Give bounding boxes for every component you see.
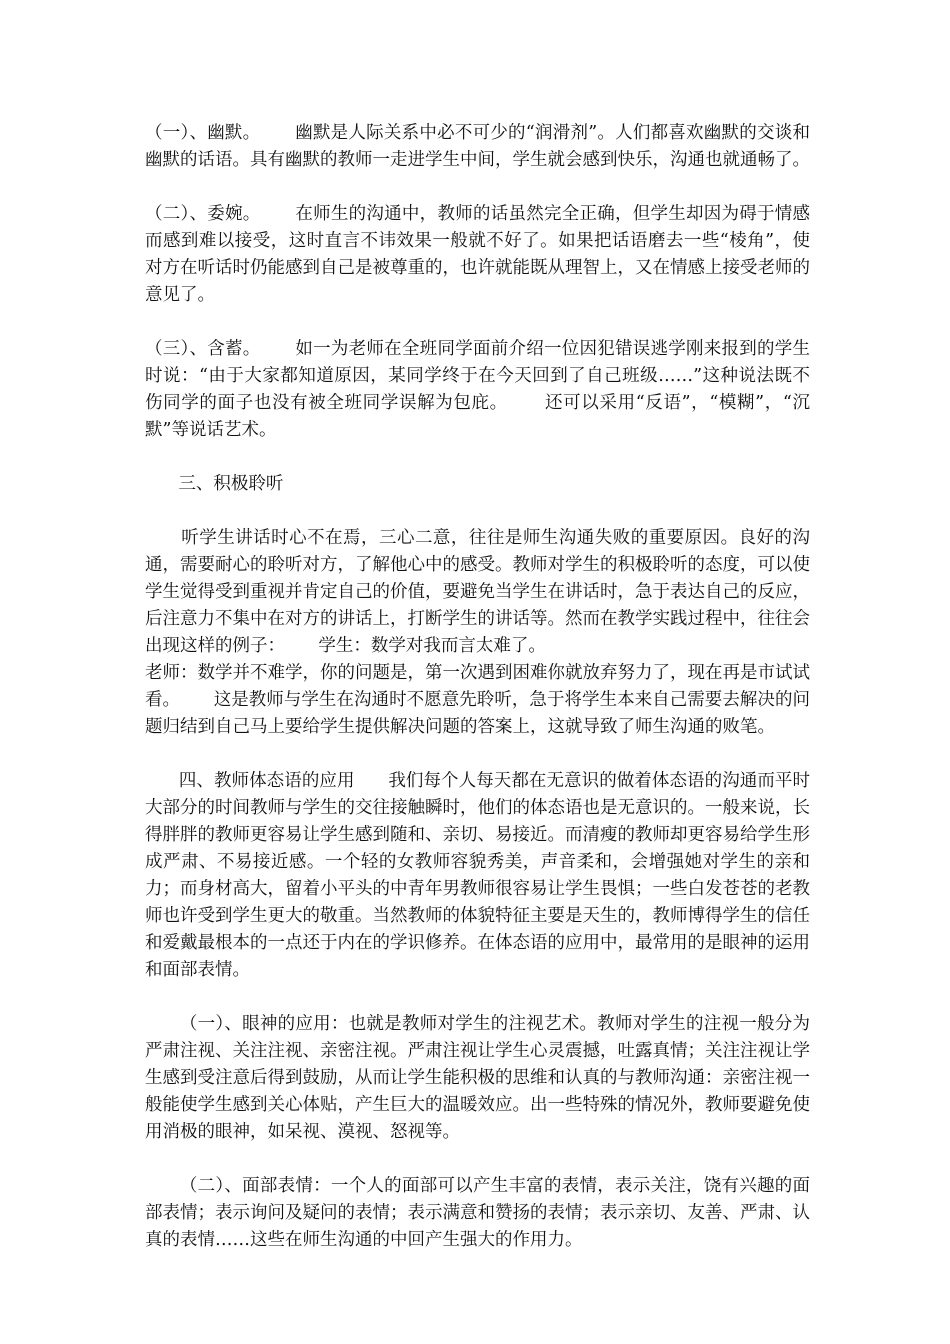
document-page [145,120,810,1281]
paragraph-active-listening: 听学生讲话时心不在焉，三心二意，往往是师生沟通失败的重要原因。良好的沟通，需要耐心的聆听对方，了解他心中的感受。教师对学生的积极聆听的态度，可以使学生觉得受到重视并肯定自己的价值，要避免当学生在讲话时，急于表达自己的反应，后注意力不集中在对方的讲话上，打断学生的讲话等。然而在教学实践过程中，往往会出现这样的例子： 学生：数学对我而言太难了。 老师：数学并不难学，你的问题是，第一次遇到困难你就放弃努力了，现在再是市试试看。 这是教师与学生在沟通时不愿意先聆听，急于将学生本来自己需要去解决的问题归结到自己马上要给学生提供解决问题的答案上，这就导致了师生沟通的败笔。 [145,528,810,737]
section-heading-active-listening: 三、积极聆听 [145,474,284,494]
paragraph-humor: （一）、幽默。 幽默是人际关系中必不可少的“润滑剂”。人们都喜欢幽默的交谈和幽默的话语。具有幽默的教师一走进学生中间，学生就会感到快乐，沟通也就通畅了。 [145,123,810,170]
paragraph-body-language: 四、教师体态语的应用 我们每个人每天都在无意识的做着体态语的沟通而平时大部分的时间教师与学生的交往接触瞬时，他们的体态语也是无意识的。一般来说，长得胖胖的教师更容易让学生感到随和、亲切、易接近。而清瘦的教师却更容易给学生形成严肃、不易接近感。一个轻的女教师容貌秀美，声音柔和，会增强她对学生的亲和力；而身材高大，留着小平头的中青年男教师很容易让学生畏惧；一些白发苍苍的老教师也许受到学生更大的敬重。当然教师的体貌特征主要是天生的，教师博得学生的信任和爱戴最根本的一点还于内在的学识修养。在体态语的应用中，最常用的是眼神的运用和面部表情。 [145,771,810,980]
paragraph-eye-contact: （一）、眼神的应用：也就是教师对学生的注视艺术。教师对学生的注视一般分为严肃注视、关注注视、亲密注视。严肃注视让学生心灵震撼，吐露真情；关注注视让学生感到受注意后得到鼓励，从而让学生能积极的思维和认真的与教师沟通：亲密注视一般能使学生感到关心体贴，产生巨大的温暖效应。出一些特殊的情况外，教师要避免使用消极的眼神，如呆视、漠视、怒视等。 [145,1014,810,1142]
paragraph-facial-expression: （二）、面部表情：一个人的面部可以产生丰富的表情，表示关注，饶有兴趣的面部表情；表示询问及疑问的表情；表示满意和赞扬的表情；表示亲切、友善、严肃、认真的表情……这些在师生沟通的中回产生强大的作用力。 [145,1176,810,1250]
paragraph-tactful: （二）、委婉。 在师生的沟通中，教师的话虽然完全正确，但学生却因为碍于情感而感到难以接受，这时直言不讳效果一般就不好了。如果把话语磨去一些“棱角”，使对方在听话时仍能感到自己是被尊重的，也许就能既从理智上，又在情感上接受老师的意见了。 [145,204,810,305]
paragraph-implicit: （三）、含蓄。 如一为老师在全班同学面前介绍一位因犯错误逃学刚来报到的学生时说：“由于大家都知道原因，某同学终于在今天回到了自己班级……”这种说法既不伤同学的面子也没有被全班同学误解为包庇。 还可以采用“反语”，“模糊”，“沉默”等说话艺术。 [145,339,810,440]
